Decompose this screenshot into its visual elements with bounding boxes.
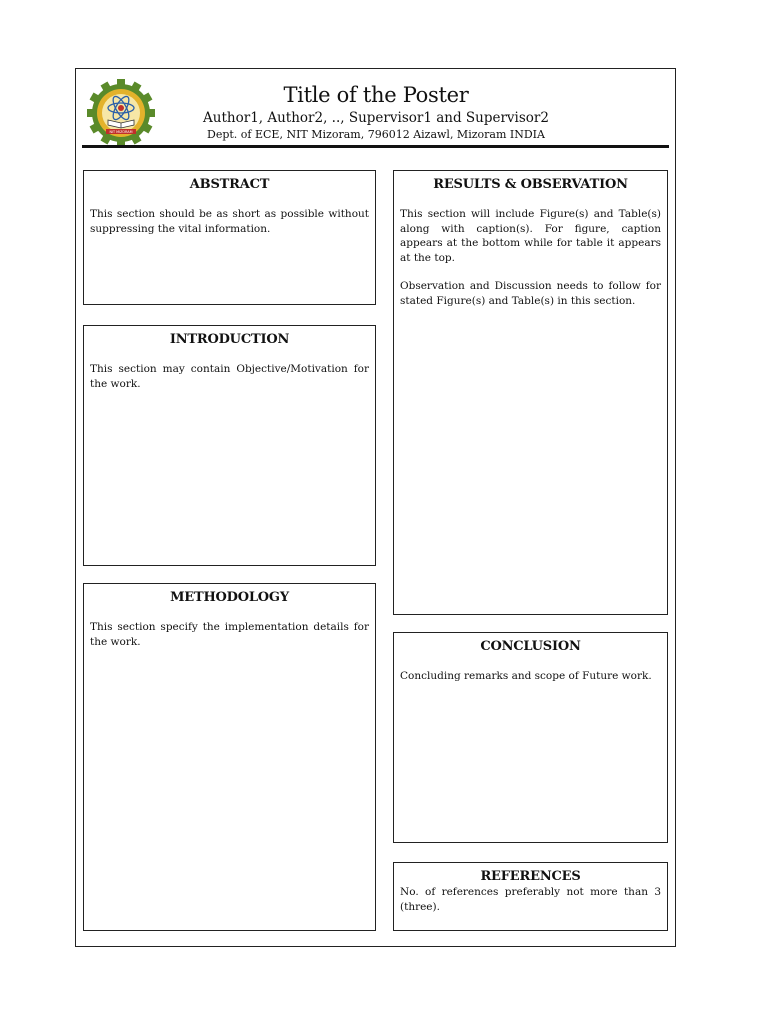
conclusion-heading: CONCLUSION xyxy=(480,639,581,654)
methodology-body: This section specify the implementation details for the work. xyxy=(90,621,369,648)
introduction-body: This section may contain Objective/Motivation for the work. xyxy=(90,363,369,390)
introduction-section xyxy=(83,325,376,566)
poster-department: Dept. of ECE, NIT Mizoram, 796012 Aizawl, Mizoram INDIA xyxy=(207,128,545,141)
references-heading: REFERENCES xyxy=(480,869,581,884)
results-body-1: This section will include Figure(s) and Table(s) along with caption(s). For figure, caption appears at the bottom while for table it appears at the top. xyxy=(400,208,661,264)
poster-title: Title of the Poster xyxy=(283,83,469,107)
references-body: No. of references preferably not more than 3 (three). xyxy=(400,886,661,913)
poster-frame xyxy=(75,68,676,947)
introduction-heading: INTRODUCTION xyxy=(169,332,290,347)
abstract-body: This section should be as short as possible without suppressing the vital information. xyxy=(90,208,369,235)
poster-header xyxy=(166,81,586,142)
header-divider xyxy=(82,145,669,148)
abstract-heading: ABSTRACT xyxy=(189,177,270,192)
results-body-2: Observation and Discussion needs to follow for stated Figure(s) and Table(s) in this section. xyxy=(400,280,661,307)
results-section xyxy=(393,170,668,615)
poster-authors: Author1, Author2, .., Supervisor1 and Supervisor2 xyxy=(203,110,549,126)
institute-logo xyxy=(86,78,156,148)
methodology-section xyxy=(83,583,376,931)
conclusion-section xyxy=(393,632,668,843)
logo-text: NIT MIZORAM xyxy=(109,130,133,134)
methodology-heading: METHODOLOGY xyxy=(170,590,289,605)
abstract-section xyxy=(83,170,376,305)
references-section xyxy=(393,862,668,931)
conclusion-body: Concluding remarks and scope of Future work. xyxy=(400,670,652,682)
results-heading: RESULTS & OBSERVATION xyxy=(433,177,628,192)
